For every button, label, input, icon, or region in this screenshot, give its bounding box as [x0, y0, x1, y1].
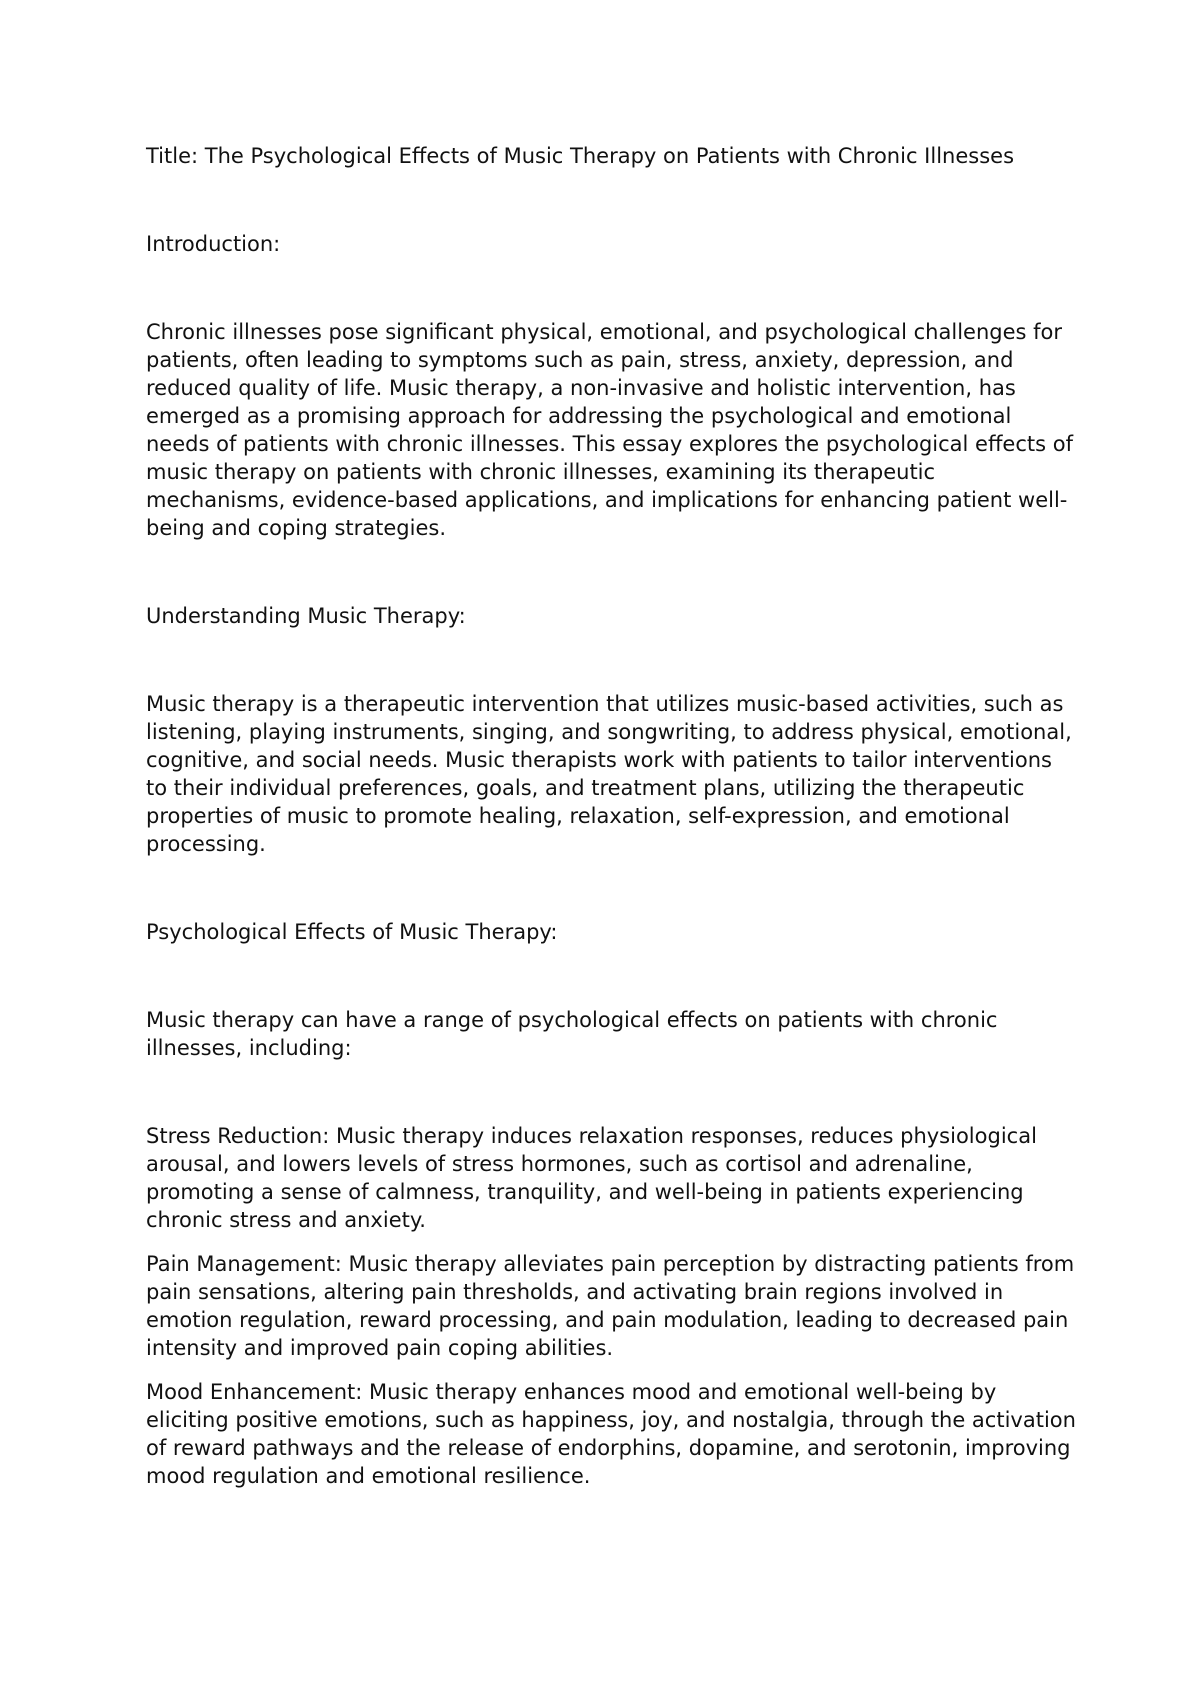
section-paragraph-understanding: Music therapy is a therapeutic intervention that utilizes music-based activities, such as listening, playing instruments, singing, and songwriting, to address physical, emotional, cognitive, and social needs. Music therapists work with patients to tailor interventions to their individual preferences, goals, and treatment plans, utilizing the therapeutic properties of music to promote healing, relaxation, self-expression, and emotional processing.	[146, 692, 1072, 856]
effect-item-stress-reduction: Stress Reduction: Music therapy induces relaxation responses, reduces physiological arousal, and lowers levels of stress hormones, such as cortisol and adrenaline, promoting a sense of calmness, tranquility, and well-being in patients experiencing chronic stress and anxiety.	[146, 1124, 1037, 1232]
section-paragraph-psychological-effects: Music therapy can have a range of psychological effects on patients with chronic illnesses, including:	[146, 1008, 998, 1060]
document-title: Title: The Psychological Effects of Music Therapy on Patients with Chronic Illnesses	[146, 144, 1015, 168]
effect-item-mood-enhancement: Mood Enhancement: Music therapy enhances mood and emotional well-being by eliciting positive emotions, such as happiness, joy, and nostalgia, through the activation of reward pathways and the release of endorphins, dopamine, and serotonin, improving mood regulation and emotional resilience.	[146, 1380, 1076, 1488]
document-page	[146, 142, 1076, 1506]
section-heading-introduction: Introduction:	[146, 232, 281, 256]
section-heading-understanding: Understanding Music Therapy:	[146, 604, 466, 628]
effect-item-pain-management: Pain Management: Music therapy alleviates pain perception by distracting patients from pain sensations, altering pain thresholds, and activating brain regions involved in emotion regulation, reward processing, and pain modulation, leading to decreased pain intensity and improved pain coping abilities.	[146, 1252, 1075, 1360]
section-paragraph-introduction: Chronic illnesses pose significant physical, emotional, and psychological challenges for patients, often leading to symptoms such as pain, stress, anxiety, depression, and reduced quality of life. Music therapy, a non-invasive and holistic intervention, has emerged as a promising approach for addressing the psychological and emotional needs of patients with chronic illnesses. This essay explores the psychological effects of music therapy on patients with chronic illnesses, examining its therapeutic mechanisms, evidence-based applications, and implications for enhancing patient well-being and coping strategies.	[146, 320, 1073, 540]
section-heading-psychological-effects: Psychological Effects of Music Therapy:	[146, 920, 558, 944]
